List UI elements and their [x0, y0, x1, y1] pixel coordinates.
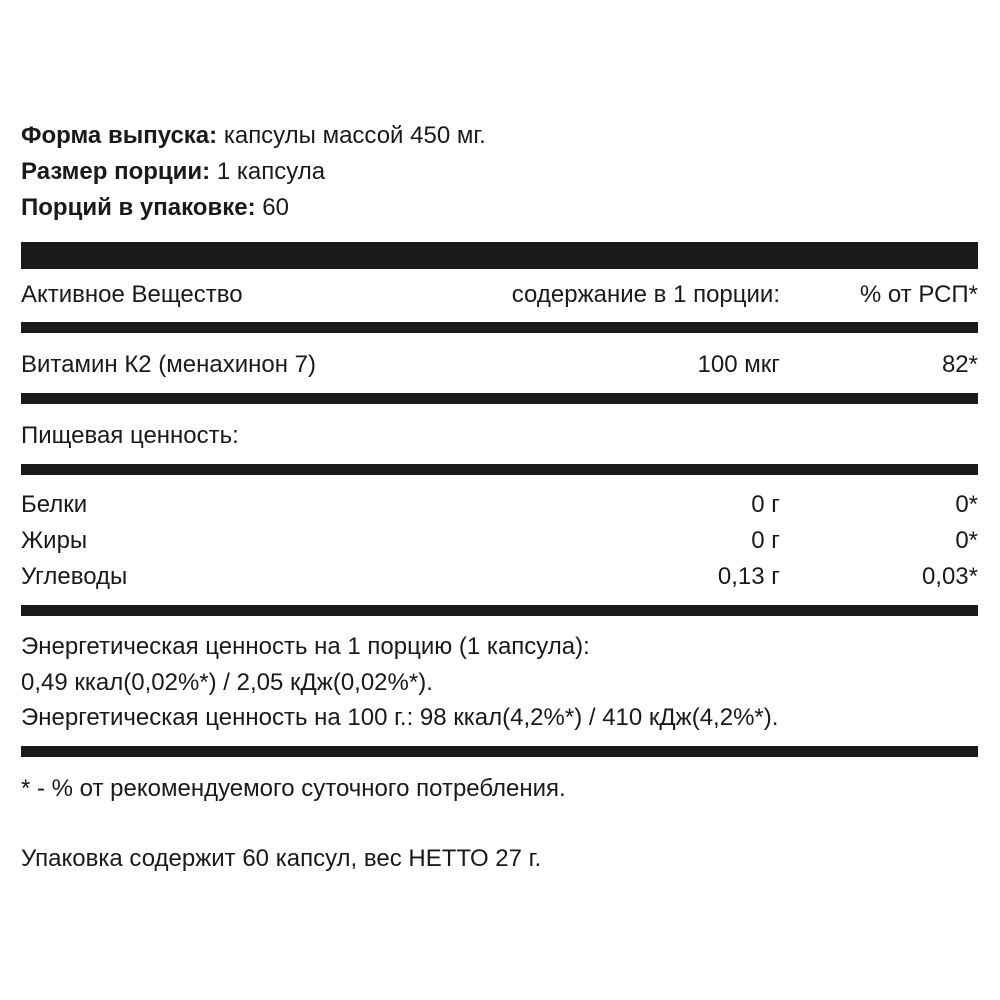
nutrient-rdi: 0,03* [921, 563, 978, 590]
nutrition-title: Пищевая ценность: [21, 422, 239, 449]
nutrient-rdi: 0* [955, 527, 978, 554]
footnote: * - % от рекомендуемого суточного потребления. [21, 775, 566, 802]
energy-line-3: Энергетическая ценность на 100 г.: 98 ккал(4,2%*) / 410 кДж(4,2%*). [21, 704, 779, 731]
table-row [21, 526, 978, 556]
nutrient-amount: 0 г [751, 491, 780, 518]
divider [21, 605, 978, 616]
package-note: Упаковка содержит 60 капсул, вес НЕТТО 27 г. [21, 845, 542, 872]
servings-per-pack-label: Порций в упаковке: [21, 194, 256, 221]
nutrient-name: Белки [21, 491, 88, 518]
table-row [21, 562, 978, 592]
table-row [21, 490, 978, 520]
active-amount: 100 мкг [697, 351, 780, 378]
serving-size-label: Размер порции: [21, 158, 211, 185]
substance-column-header: Активное Вещество [21, 281, 243, 308]
nutrient-name: Жиры [21, 527, 88, 554]
form-value: капсулы массой 450 мг. [223, 122, 486, 149]
table-header-row [21, 280, 978, 310]
energy-line-1: Энергетическая ценность на 1 порцию (1 капсула): [21, 633, 590, 660]
active-rdi: 82* [941, 351, 978, 378]
rdi-column-header: % от РСП* [859, 281, 978, 308]
serving-size-line [21, 157, 325, 187]
nutrient-amount: 0,13 г [717, 563, 780, 590]
nutrient-amount: 0 г [751, 527, 780, 554]
divider [21, 322, 978, 333]
nutrient-rdi: 0* [955, 491, 978, 518]
divider [21, 746, 978, 757]
top-thick-divider [21, 242, 978, 269]
active-name: Витамин К2 (менахинон 7) [21, 351, 317, 378]
servings-per-pack-line [21, 193, 289, 223]
energy-line-2: 0,49 ккал(0,02%*) / 2,05 кДж(0,02%*). [21, 669, 433, 696]
form-line [21, 121, 486, 151]
divider [21, 464, 978, 475]
table-row [21, 350, 978, 380]
form-label: Форма выпуска: [21, 122, 218, 149]
divider [21, 393, 978, 404]
amount-column-header: содержание в 1 порции: [511, 281, 780, 308]
nutrient-name: Углеводы [21, 563, 128, 590]
servings-per-pack-value: 60 [262, 194, 289, 221]
serving-size-value: 1 капсула [216, 158, 326, 185]
